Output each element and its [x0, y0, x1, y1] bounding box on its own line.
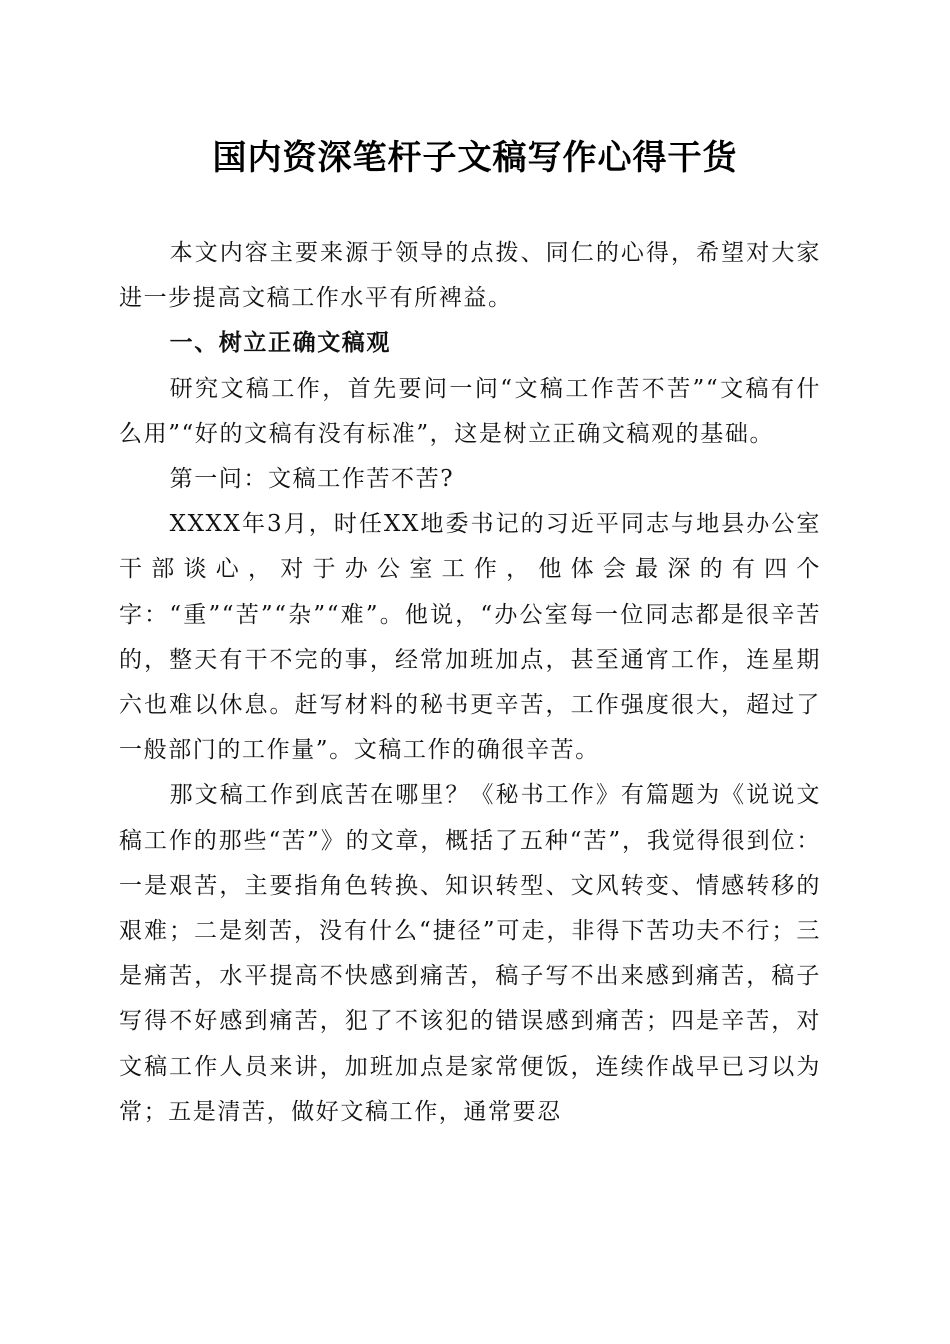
question-line: 第一问：文稿工作苦不苦? [169, 466, 455, 493]
section-heading: 一、树立正确文稿观 [169, 330, 391, 357]
document-body [119, 231, 821, 1135]
intro-paragraph: 本文内容主要来源于领导的点拨、同仁的心得，希望对大家进一步提高文稿工作水平有所裨益。 [119, 240, 821, 312]
body-paragraph: 研究文稿工作，首先要问一问“文稿工作苦不苦”“文稿有什么用”“好的文稿有没有标准”，这是树立正确文稿观的基础。 [119, 375, 821, 447]
document-title: 国内资深笔杆子文稿写作心得干货 [212, 138, 738, 178]
body-paragraph: XXXX年3月，时任XX地委书记的习近平同志与地县办公室干部谈心，对于办公室工作，他体会最深的有四个字：“重”“苦”“杂”“难”。他说，“办公室每一位同志都是很辛苦的，整天有干不完的事，经常加班加点，甚至通宵工作，连星期六也难以休息。赶写材料的秘书更辛苦，工作强度很大，超过了一般部门的工作量”。文稿工作的确很辛苦。 [119, 511, 821, 764]
body-paragraph: 那文稿工作到底苦在哪里？《秘书工作》有篇题为《说说文稿工作的那些“苦”》的文章，概括了五种“苦”，我觉得很到位：一是艰苦，主要指角色转换、知识转型、文风转变、情感转移的艰难；二是刻苦，没有什么“捷径”可走，非得下苦功夫不行；三是痛苦，水平提高不快感到痛苦，稿子写不出来感到痛苦，稿子写得不好感到痛苦，犯了不该犯的错误感到痛苦；四是辛苦，对文稿工作人员来讲，加班加点是家常便饭，连续作战早已习以为常；五是清苦，做好文稿工作，通常要忍 [119, 782, 821, 1125]
